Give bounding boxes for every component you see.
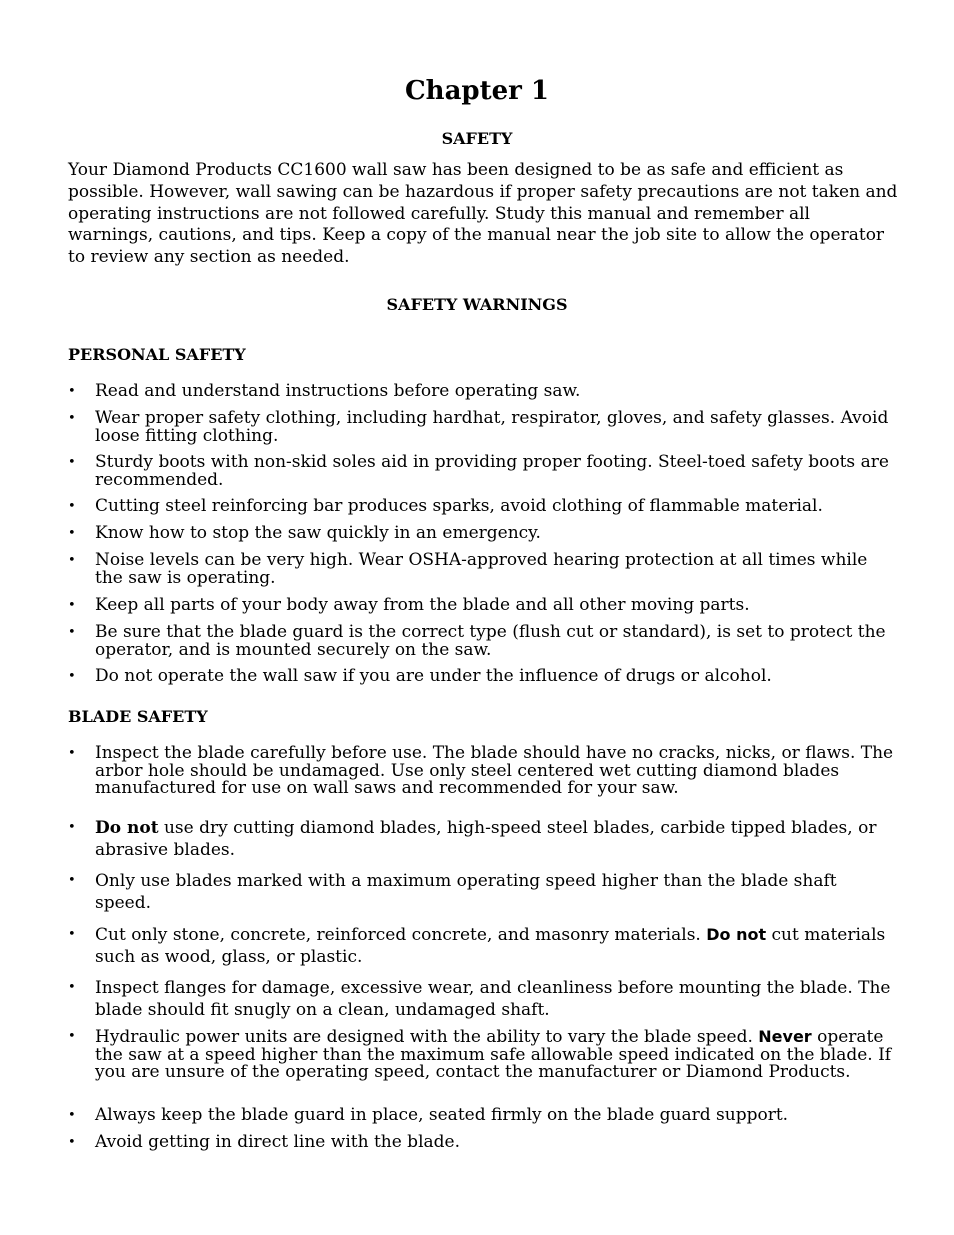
emphasis-text: Do not [95,818,159,838]
list-item-text: Know how to stop the saw quickly in an emergency. [95,523,541,543]
safety-heading: SAFETY [441,129,513,148]
list-item-text [95,1028,895,1082]
intro-paragraph: Your Diamond Products CC1600 wall saw has been designed to be as safe and efficient as possible. However, wall sawing can be hazardous if proper safety precautions are not taken and operating instructions are not followed carefully. Study this manual and remember all warnings, cautions, and tips. Keep a copy of the manual near the job site to allow the operator to review any section as needed. [68,160,898,268]
bullet-icon: • [68,1108,76,1123]
bullet-icon: • [68,820,76,835]
list-item-text-rest: use dry cutting diamond blades, high-speed steel blades, carbide tipped blades, or abrasive blades. [95,818,877,860]
personal-safety-heading: PERSONAL SAFETY [68,345,246,364]
list-item-text-rest: operate the saw at a speed higher than the maximum safe allowable speed indicated on the blade. If you are unsure of the operating speed, contact the manufacturer or Diamond Products. [95,1027,892,1082]
emphasis-text: Do not [706,925,767,944]
bullet-icon: • [68,553,76,568]
list-item-text [95,817,895,861]
list-item-text [95,924,895,968]
list-item-text: Inspect flanges for damage, excessive wear, and cleanliness before mounting the blade. The blade should fit snugly on a clean, undamaged shaft. [95,978,891,1020]
list-item-text-start: Hydraulic power units are designed with the ability to vary the blade speed. [95,1027,759,1047]
safety-warnings-heading: SAFETY WARNINGS [386,295,568,314]
emphasis-text: Never [758,1027,812,1046]
bullet-icon: • [68,499,76,514]
list-item-text-rest: cut materials such as wood, glass, or plastic. [95,925,886,967]
bullet-icon: • [68,669,76,684]
bullet-icon: • [68,873,76,888]
list-item-text: Be sure that the blade guard is the correct type (flush cut or standard), is set to protect the operator, and is mounted securely on the saw. [95,622,886,660]
bullet-icon: • [68,455,76,470]
list-item-text: Always keep the blade guard in place, seated firmly on the blade guard support. [95,1105,789,1125]
bullet-icon: • [68,1029,76,1044]
bullet-icon: • [68,1135,76,1150]
list-item-text: Wear proper safety clothing, including hardhat, respirator, gloves, and safety glasses. Avoid loose fitting clothing. [95,408,889,446]
list-item-text: Sturdy boots with non-skid soles aid in providing proper footing. Steel-toed safety boots are recommended. [95,452,889,490]
blade-safety-heading: BLADE SAFETY [68,707,208,726]
list-item-text: Noise levels can be very high. Wear OSHA-approved hearing protection at all times while the saw is operating. [95,550,868,588]
list-item-text-start: Cut only stone, concrete, reinforced concrete, and masonry materials. [95,925,707,945]
bullet-icon: • [68,384,76,399]
bullet-icon: • [68,980,76,995]
bullet-icon: • [68,746,76,761]
chapter-title: Chapter 1 [404,76,549,106]
list-item-text: Only use blades marked with a maximum operating speed higher than the blade shaft speed. [95,871,837,913]
list-item-text: Read and understand instructions before operating saw. [95,381,581,401]
bullet-icon: • [68,411,76,426]
list-item-text: Cutting steel reinforcing bar produces sparks, avoid clothing of flammable material. [95,496,823,516]
bullet-icon: • [68,625,76,640]
bullet-icon: • [68,927,76,942]
bullet-icon: • [68,526,76,541]
list-item-text: Do not operate the wall saw if you are under the influence of drugs or alcohol. [95,666,772,686]
list-item-text: Keep all parts of your body away from the blade and all other moving parts. [95,595,750,615]
list-item-text: Inspect the blade carefully before use. The blade should have no cracks, nicks, or flaws. The arbor hole should be undamaged. Use only steel centered wet cutting diamond blades manufactured for use on wall saws and recommended for your saw. [95,743,894,798]
bullet-icon: • [68,598,76,613]
list-item-text: Avoid getting in direct line with the blade. [95,1132,460,1152]
